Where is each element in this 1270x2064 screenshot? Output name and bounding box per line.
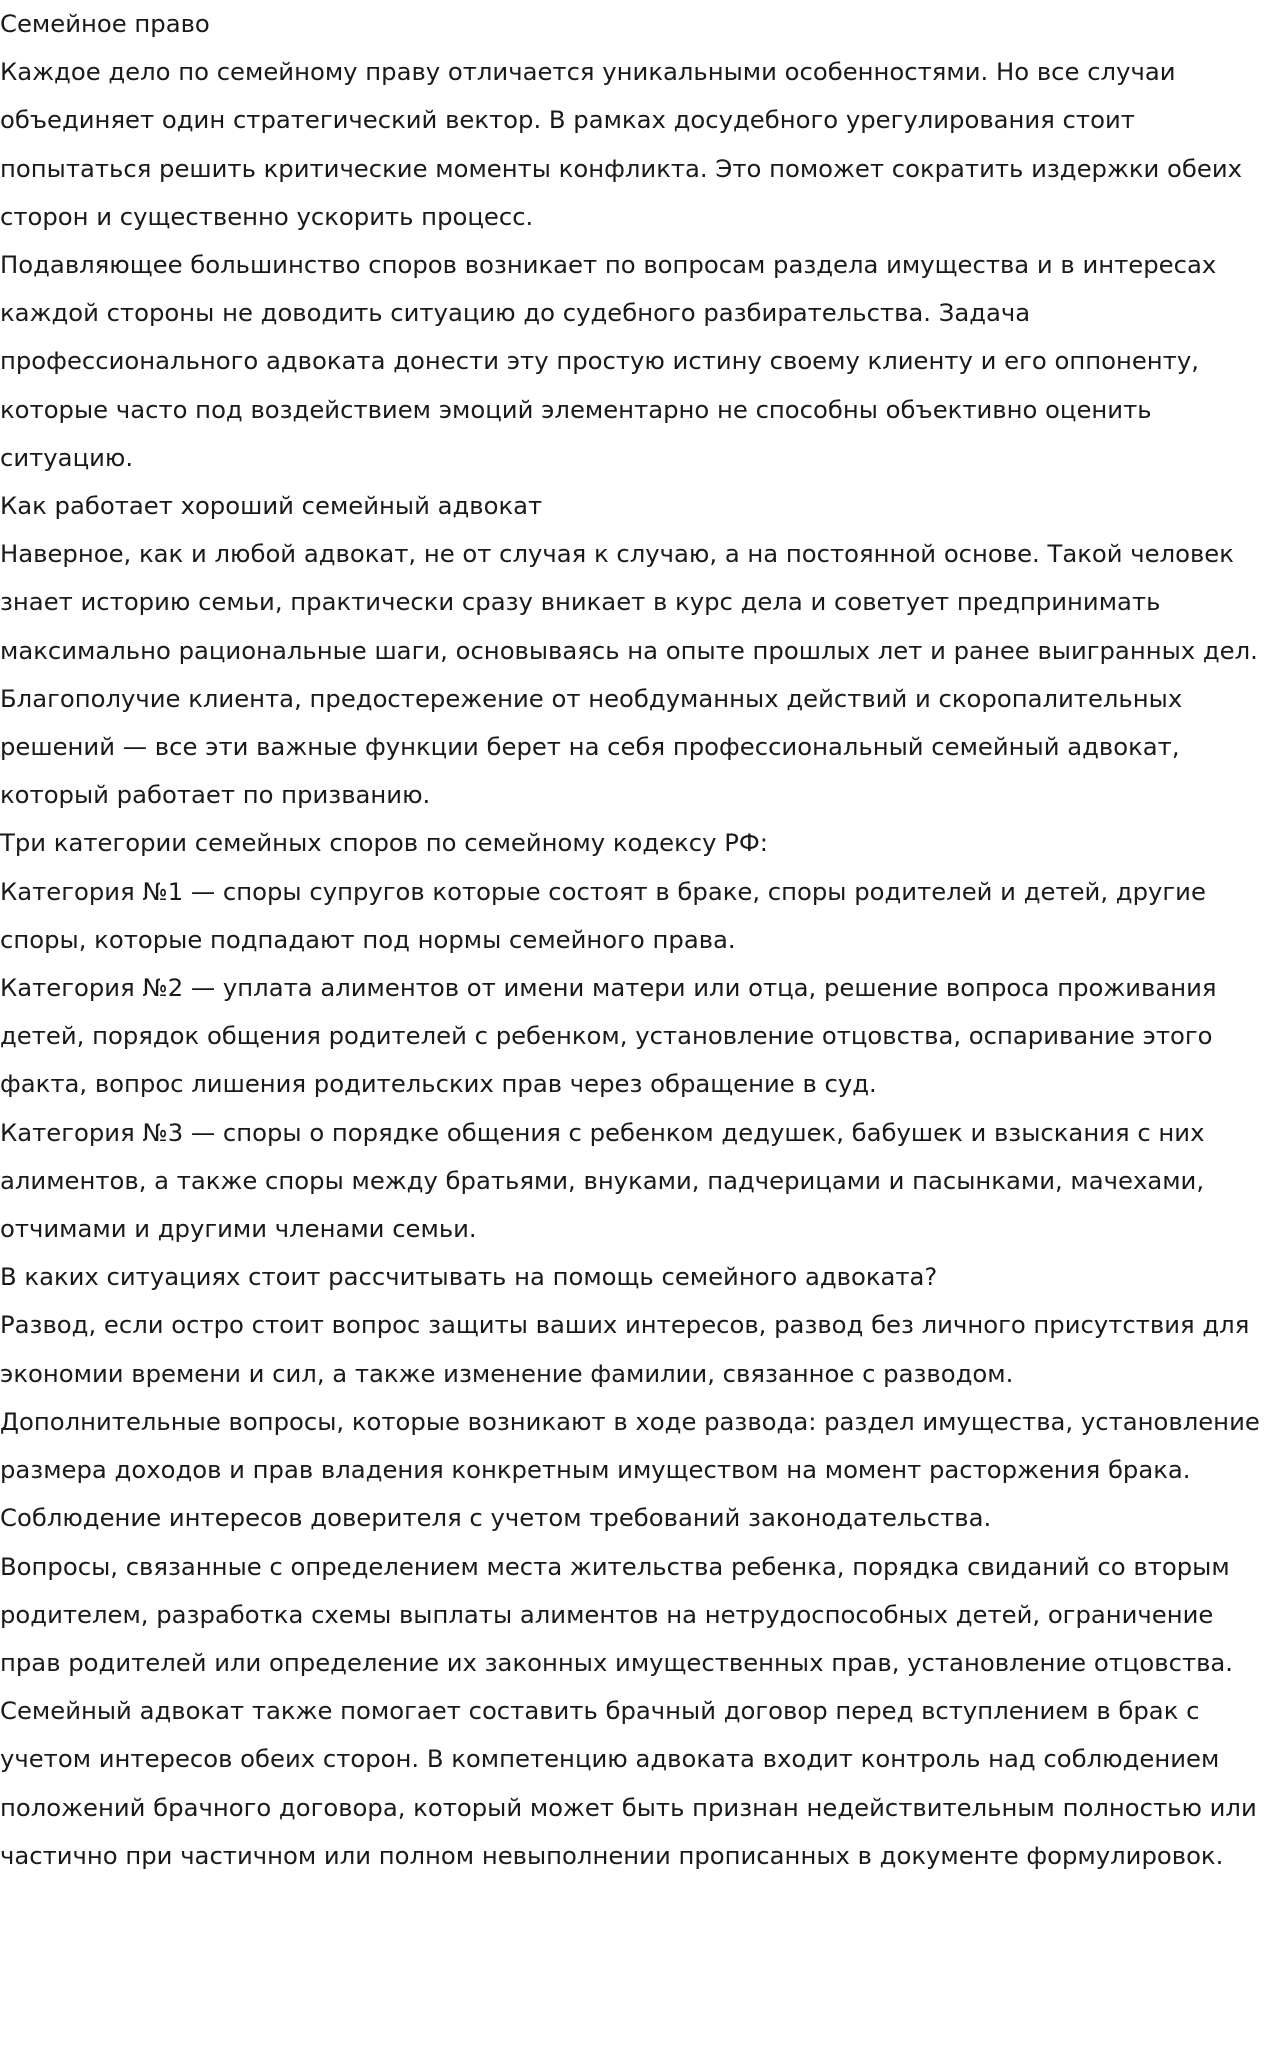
paragraph-category-2: Категория №2 — уплата алиментов от имени матери или отца, решение вопроса проживания детей, порядок общения родителей с ребенком, установление отцовства, оспаривание этого факта, вопрос лишения родительских прав через обращение в суд.	[0, 973, 1217, 1099]
paragraph-property-disputes: Подавляющее большинство споров возникает по вопросам раздела имущества и в интересах каждой стороны не доводить ситуацию до судебного разбирательства. Задача профессионального адвоката донести эту простую истину своему клиенту и его оппоненту, которые часто под воздействием эмоций элементарно не способны объективно оценить ситуацию.	[0, 250, 1217, 472]
paragraph-children-questions: Вопросы, связанные с определением места жительства ребенка, порядка свиданий со вторым родителем, разработка схемы выплаты алиментов на нетрудоспособных детей, ограничение прав родителей или определение их законных имущественных прав, установление отцовства.	[0, 1551, 1234, 1677]
paragraph-divorce: Развод, если остро стоит вопрос защиты ваших интересов, развод без личного присутствия для экономии времени и сил, а также изменение фамилии, связанное с разводом.	[0, 1310, 1250, 1388]
paragraph-additional-questions: Дополнительные вопросы, которые возникают в ходе развода: раздел имущества, установление размера доходов и прав владения конкретным имуществом на момент расторжения брака. Соблюдение интересов доверителя с учетом требований законодательства.	[0, 1406, 1260, 1533]
paragraph-intro: Каждое дело по семейному праву отличается уникальными особенностями. Но все случаи объединяет один стратегический вектор. В рамках досудебного урегулирования стоит попытаться решить критические моменты конфликта. Это поможет сократить издержки обеих сторон и существенно ускорить процесс.	[0, 57, 1243, 231]
section-heading-categories: Три категории семейных споров по семейному кодексу РФ:	[0, 828, 768, 858]
paragraph-category-1: Категория №1 — споры супругов которые состоят в браке, споры родителей и детей, другие споры, которые подпадают под нормы семейного права.	[0, 876, 1206, 954]
page-title: Семейное право	[0, 9, 210, 38]
paragraph-good-lawyer: Наверное, как и любой адвокат, не от случая к случаю, а на постоянной основе. Такой человек знает историю семьи, практически сразу вникает в курс дела и советует предпринимать максимально рациональные шаги, основываясь на опыте прошлых лет и ранее выигранных дел. Благополучие клиента, предостережение от необдуманных действий и скоропалительных решений — все эти важные функции берет на себя профессиональный семейный адвокат, который работает по призванию.	[0, 539, 1258, 810]
section-heading-situations: В каких ситуациях стоит рассчитывать на помощь семейного адвоката?	[0, 1262, 938, 1292]
paragraph-marriage-contract: Семейный адвокат также помогает составить брачный договор перед вступлением в брак с учетом интересов обеих сторон. В компетенцию адвоката входит контроль над соблюдением положений брачного договора, который может быть признан недействительным полностью или частично при частичном или полном невыполнении прописанных в документе формулировок.	[0, 1696, 1257, 1870]
section-heading-good-lawyer: Как работает хороший семейный адвокат	[0, 491, 543, 521]
paragraph-category-3: Категория №3 — споры о порядке общения с ребенком дедушек, бабушек и взыскания с них алиментов, а также споры между братьями, внуками, падчерицами и пасынками, мачехами, отчимами и другими членами семьи.	[0, 1117, 1205, 1244]
